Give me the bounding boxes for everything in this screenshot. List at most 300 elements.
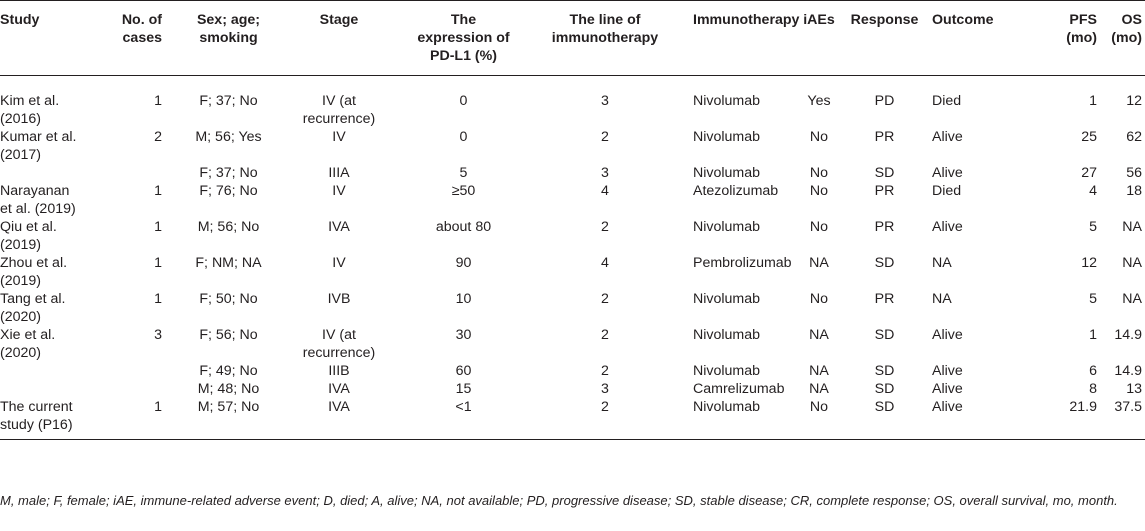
cell-text: M; 56; No (197, 219, 260, 235)
cell-text: Nivolumab (693, 219, 761, 235)
cell-os (1105, 182, 1145, 218)
header-cases (112, 1, 176, 76)
cell-text: Nivolumab (693, 129, 761, 145)
cell-text: No (809, 183, 829, 199)
cell-text: Camrelizumab (693, 381, 785, 397)
cell-cases (112, 380, 176, 398)
header-text: smoking (199, 30, 258, 46)
cell-text: F; 76; No (199, 183, 258, 199)
table-row (0, 380, 1145, 398)
header-text: The line of (569, 12, 641, 28)
cell-os (1105, 398, 1145, 440)
header-text: Study (0, 12, 40, 28)
cell-immunotherapy (680, 398, 800, 440)
cell-text: Nivolumab (693, 363, 761, 379)
cell-stage (281, 398, 397, 440)
cell-immunotherapy (680, 164, 800, 182)
cell-text: 1 (154, 219, 162, 235)
cell-sex-age-smoking (176, 218, 281, 254)
cell-text: NA (809, 363, 829, 379)
cell-text: 0 (459, 129, 468, 145)
table-header (0, 1, 1145, 76)
cell-os (1105, 76, 1145, 129)
header-text: iAEs (803, 12, 835, 28)
cell-text: F; 56; No (199, 327, 258, 343)
table-row (0, 128, 1145, 164)
header-pfs (1004, 1, 1105, 76)
cell-text: Atezolizumab (693, 183, 779, 199)
cell-text: (2019) (0, 273, 42, 289)
cell-os (1105, 362, 1145, 380)
cell-outcome (931, 218, 1004, 254)
cell-text: IV (332, 129, 346, 145)
cell-text: F; NM; NA (195, 255, 262, 271)
header-response (838, 1, 931, 76)
cell-text: PR (874, 129, 895, 145)
cell-text: 27 (1081, 165, 1097, 181)
cell-text: Alive (932, 165, 963, 181)
cell-study (0, 218, 112, 254)
cell-study (0, 362, 112, 380)
cell-cases (112, 164, 176, 182)
cell-text: PR (874, 219, 895, 235)
cell-study (0, 182, 112, 218)
cell-sex-age-smoking (176, 164, 281, 182)
cell-cases (112, 326, 176, 362)
cell-text: Alive (932, 363, 963, 379)
cell-text: SD (874, 165, 895, 181)
cell-pfs (1004, 182, 1105, 218)
cell-text: M; 48; No (197, 381, 260, 397)
header-row (0, 1, 1145, 76)
cell-stage (281, 76, 397, 129)
header-text: PFS (1069, 12, 1097, 28)
cell-outcome (931, 254, 1004, 290)
header-text: Outcome (932, 12, 994, 28)
cell-iaes (800, 164, 838, 182)
cell-text: IV (at (322, 93, 356, 109)
cell-study (0, 254, 112, 290)
cell-text: 0 (459, 93, 468, 109)
header-text: The (450, 12, 477, 28)
cell-iaes (800, 182, 838, 218)
cell-iaes (800, 218, 838, 254)
cell-text: 14.9 (1114, 327, 1142, 343)
cell-response (838, 218, 931, 254)
cell-text: 2 (601, 219, 609, 235)
cell-text: (2020) (0, 309, 42, 325)
table-row (0, 326, 1145, 362)
cell-immunotherapy (680, 362, 800, 380)
header-text: expression of (417, 30, 510, 46)
cell-text: IVA (328, 219, 350, 235)
header-text: PD-L1 (%) (430, 48, 497, 64)
cell-therapy-line (530, 290, 680, 326)
cell-stage (281, 128, 397, 164)
cell-text: M; 57; No (197, 399, 260, 415)
cell-text: 2 (601, 129, 609, 145)
cell-therapy-line (530, 128, 680, 164)
cell-text: recurrence) (302, 111, 376, 127)
cell-iaes (800, 380, 838, 398)
cell-os (1105, 218, 1145, 254)
cell-therapy-line (530, 218, 680, 254)
cell-text: ≥50 (451, 183, 476, 199)
cell-iaes (800, 254, 838, 290)
header-sex-age-smoking (176, 1, 281, 76)
table-footnote: M, male; F, female; iAE, immune-related adverse event; D, died; A, alive; NA, not available; PD, progressive disease; SD, stable disease; CR, complete response; OS, overall survival, mo, month. (0, 493, 1118, 508)
cell-outcome (931, 76, 1004, 129)
cell-pfs (1004, 362, 1105, 380)
cell-text: Kumar et al. (0, 129, 77, 145)
cell-study (0, 326, 112, 362)
cell-text: SD (874, 255, 895, 271)
cell-text: Died (932, 183, 962, 199)
header-text: Immunotherapy (693, 12, 800, 28)
cell-text: NA (1122, 219, 1142, 235)
cell-therapy-line (530, 76, 680, 129)
cell-sex-age-smoking (176, 290, 281, 326)
cell-text: 12 (1081, 255, 1097, 271)
cell-text: 1 (154, 183, 162, 199)
cell-pdl1-expression (397, 326, 530, 362)
cell-text: 2 (601, 327, 609, 343)
table-row (0, 362, 1145, 380)
cell-cases (112, 76, 176, 129)
cell-stage (281, 218, 397, 254)
cell-text: No (809, 129, 829, 145)
cell-response (838, 128, 931, 164)
cell-sex-age-smoking (176, 326, 281, 362)
cell-text: 3 (154, 327, 162, 343)
cell-study (0, 380, 112, 398)
cell-pdl1-expression (397, 290, 530, 326)
cell-text: SD (874, 399, 895, 415)
cell-text: 8 (1089, 381, 1097, 397)
cell-text: Tang et al. (0, 291, 66, 307)
cell-outcome (931, 128, 1004, 164)
cell-text: The current (0, 399, 73, 415)
header-iaes (800, 1, 838, 76)
cell-study (0, 128, 112, 164)
cell-text: (2016) (0, 111, 42, 127)
cell-text: recurrence) (302, 345, 376, 361)
cell-text: 3 (601, 93, 609, 109)
cell-text: IV (at (322, 327, 356, 343)
cell-stage (281, 290, 397, 326)
header-text: No. of (121, 12, 162, 28)
cell-outcome (931, 326, 1004, 362)
cell-os (1105, 164, 1145, 182)
cell-text: 25 (1081, 129, 1097, 145)
cell-text: Nivolumab (693, 165, 761, 181)
cell-text: Alive (932, 129, 963, 145)
cell-text: 14.9 (1114, 363, 1142, 379)
cell-immunotherapy (680, 182, 800, 218)
table-row (0, 182, 1145, 218)
cell-pdl1-expression (397, 218, 530, 254)
cell-outcome (931, 182, 1004, 218)
cell-cases (112, 218, 176, 254)
cell-pdl1-expression (397, 182, 530, 218)
cell-text: NA (809, 327, 829, 343)
cell-text: Pembrolizumab (693, 255, 792, 271)
header-text: Sex; age; (196, 12, 261, 28)
table-row (0, 398, 1145, 440)
cell-cases (112, 398, 176, 440)
cell-text: 13 (1126, 381, 1142, 397)
header-study (0, 1, 112, 76)
cell-immunotherapy (680, 218, 800, 254)
cell-pfs (1004, 290, 1105, 326)
cell-text: IIIA (328, 165, 350, 181)
cell-pfs (1004, 326, 1105, 362)
cell-response (838, 182, 931, 218)
cell-stage (281, 380, 397, 398)
cell-immunotherapy (680, 380, 800, 398)
table-row (0, 218, 1145, 254)
cell-cases (112, 362, 176, 380)
cell-text: PD (874, 93, 895, 109)
cell-text: 18 (1126, 183, 1142, 199)
cell-text: PR (874, 183, 895, 199)
cell-text: 90 (455, 255, 472, 271)
cell-text: 2 (601, 399, 609, 415)
cell-text: NA (932, 255, 952, 271)
cell-pdl1-expression (397, 362, 530, 380)
cell-text: Nivolumab (693, 93, 761, 109)
cell-text: NA (1122, 255, 1142, 271)
cell-text: 2 (601, 363, 609, 379)
cell-text: 4 (1089, 183, 1097, 199)
cell-text: 15 (455, 381, 472, 397)
cell-iaes (800, 128, 838, 164)
header-text: cases (122, 30, 162, 46)
cell-stage (281, 254, 397, 290)
cell-text: IVA (328, 399, 350, 415)
cell-stage (281, 164, 397, 182)
cell-text: (2017) (0, 147, 42, 163)
cell-sex-age-smoking (176, 398, 281, 440)
cell-outcome (931, 398, 1004, 440)
cell-text: Alive (932, 219, 963, 235)
cell-text: F; 49; No (199, 363, 258, 379)
cell-text: IV (332, 255, 346, 271)
table-row (0, 290, 1145, 326)
cell-iaes (800, 290, 838, 326)
cell-stage (281, 362, 397, 380)
cell-cases (112, 182, 176, 218)
cell-os (1105, 380, 1145, 398)
table-body (0, 76, 1145, 440)
cell-text: 10 (455, 291, 472, 307)
cell-study (0, 398, 112, 440)
cell-therapy-line (530, 326, 680, 362)
cell-pfs (1004, 218, 1105, 254)
header-text: immunotherapy (551, 30, 659, 46)
cell-text: 5 (1089, 219, 1097, 235)
cell-text: 1 (154, 255, 162, 271)
cell-text: 3 (601, 165, 609, 181)
cell-pdl1-expression (397, 128, 530, 164)
cell-os (1105, 254, 1145, 290)
cell-iaes (800, 362, 838, 380)
cell-text: Xie et al. (0, 327, 56, 343)
cell-text: <1 (455, 399, 472, 415)
cell-immunotherapy (680, 128, 800, 164)
cell-immunotherapy (680, 290, 800, 326)
cell-study (0, 290, 112, 326)
cell-text: 2 (154, 129, 162, 145)
cell-text: No (809, 399, 829, 415)
cell-sex-age-smoking (176, 76, 281, 129)
cell-outcome (931, 362, 1004, 380)
cell-therapy-line (530, 254, 680, 290)
cell-cases (112, 290, 176, 326)
cell-text: 21.9 (1069, 399, 1097, 415)
cell-os (1105, 290, 1145, 326)
table-row (0, 164, 1145, 182)
table-row (0, 76, 1145, 129)
cell-text: study (P16) (0, 417, 73, 433)
cell-sex-age-smoking (176, 380, 281, 398)
cell-text: Died (932, 93, 962, 109)
cell-therapy-line (530, 362, 680, 380)
cell-text: IVA (328, 381, 350, 397)
cell-iaes (800, 326, 838, 362)
cell-text: 5 (459, 165, 468, 181)
cell-text: PR (874, 291, 895, 307)
cell-text: Alive (932, 399, 963, 415)
cell-text: 4 (601, 183, 609, 199)
cell-text: 1 (154, 291, 162, 307)
cell-text: 1 (1089, 93, 1097, 109)
cell-os (1105, 326, 1145, 362)
cell-response (838, 254, 931, 290)
cell-pfs (1004, 398, 1105, 440)
cell-text: NA (809, 255, 829, 271)
cell-text: 1 (154, 93, 162, 109)
cell-pdl1-expression (397, 398, 530, 440)
cell-text: SD (874, 363, 895, 379)
cell-therapy-line (530, 398, 680, 440)
cell-text: 1 (1089, 327, 1097, 343)
cell-pfs (1004, 164, 1105, 182)
cell-stage (281, 326, 397, 362)
cell-text: 37.5 (1114, 399, 1142, 415)
cell-sex-age-smoking (176, 182, 281, 218)
cell-text: 4 (601, 255, 609, 271)
cell-pdl1-expression (397, 164, 530, 182)
cell-text: F; 37; No (199, 93, 258, 109)
cell-text: Alive (932, 381, 963, 397)
cell-immunotherapy (680, 326, 800, 362)
header-text: Response (850, 12, 919, 28)
header-stage (281, 1, 397, 76)
cell-therapy-line (530, 380, 680, 398)
cell-text: Nivolumab (693, 399, 761, 415)
cell-text: 56 (1126, 165, 1142, 181)
cell-stage (281, 182, 397, 218)
cell-pdl1-expression (397, 380, 530, 398)
cell-cases (112, 254, 176, 290)
cell-text: No (809, 219, 829, 235)
cell-text: (2020) (0, 345, 42, 361)
cell-text: IV (332, 183, 346, 199)
cell-text: (2019) (0, 237, 42, 253)
cell-text: No (809, 291, 829, 307)
cell-text: 1 (154, 399, 162, 415)
table-row (0, 254, 1145, 290)
cell-response (838, 362, 931, 380)
cell-text: 12 (1126, 93, 1142, 109)
cell-text: 30 (455, 327, 472, 343)
cell-text: Yes (807, 93, 831, 109)
cell-text: SD (874, 381, 895, 397)
cell-pfs (1004, 128, 1105, 164)
cell-text: Narayanan (0, 183, 70, 199)
cell-text: SD (874, 327, 895, 343)
cell-text: Qiu et al. (0, 219, 57, 235)
cell-text: 62 (1126, 129, 1142, 145)
cell-sex-age-smoking (176, 128, 281, 164)
cell-text: Nivolumab (693, 327, 761, 343)
cell-text: IVB (327, 291, 351, 307)
cell-text: 3 (601, 381, 609, 397)
cell-iaes (800, 398, 838, 440)
cell-text: NA (1122, 291, 1142, 307)
cell-text: Alive (932, 327, 963, 343)
cell-text: IIIB (328, 363, 350, 379)
header-text: Stage (319, 12, 359, 28)
cell-response (838, 380, 931, 398)
header-os (1105, 1, 1145, 76)
cell-text: 60 (455, 363, 472, 379)
header-outcome (931, 1, 1004, 76)
cell-response (838, 76, 931, 129)
cell-text: NA (809, 381, 829, 397)
cell-pfs (1004, 254, 1105, 290)
cell-cases (112, 128, 176, 164)
cell-text: et al. (2019) (0, 201, 76, 217)
header-text: (mo) (1111, 30, 1142, 46)
header-pdl1-expression (397, 1, 530, 76)
cell-response (838, 326, 931, 362)
cell-text: 5 (1089, 291, 1097, 307)
cell-sex-age-smoking (176, 362, 281, 380)
cell-text: 6 (1089, 363, 1097, 379)
cell-study (0, 76, 112, 129)
cell-outcome (931, 290, 1004, 326)
cell-immunotherapy (680, 76, 800, 129)
header-immunotherapy (680, 1, 800, 76)
header-therapy-line (530, 1, 680, 76)
cell-text: F; 50; No (199, 291, 258, 307)
cell-text: NA (932, 291, 952, 307)
cell-text: 2 (601, 291, 609, 307)
cell-pfs (1004, 380, 1105, 398)
cell-pfs (1004, 76, 1105, 129)
cell-text: Nivolumab (693, 291, 761, 307)
cell-text: No (809, 165, 829, 181)
cell-response (838, 290, 931, 326)
cell-os (1105, 128, 1145, 164)
cell-text: Zhou et al. (0, 255, 68, 271)
cell-text: M; 56; Yes (195, 129, 262, 145)
cell-text: about 80 (435, 219, 492, 235)
cell-text: F; 37; No (199, 165, 258, 181)
cell-therapy-line (530, 164, 680, 182)
